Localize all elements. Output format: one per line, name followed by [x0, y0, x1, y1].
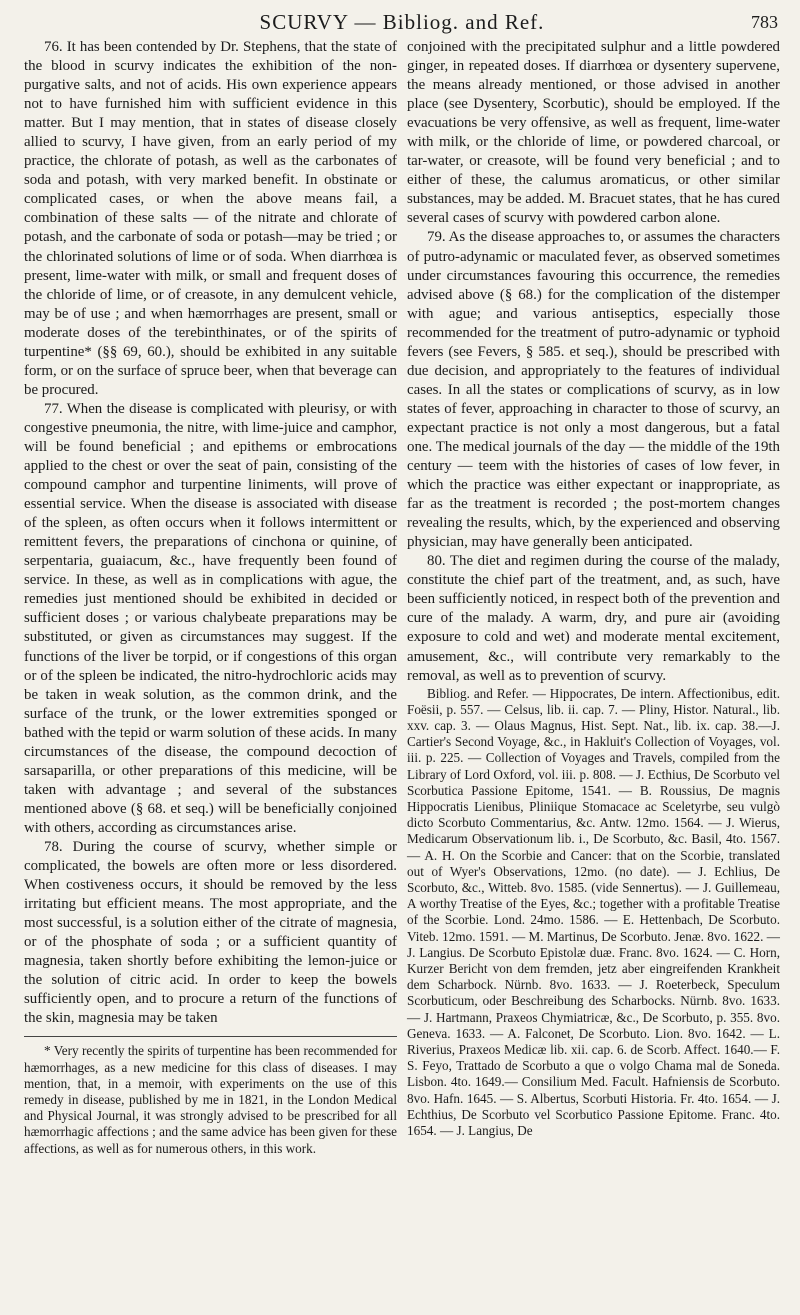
- paragraph-79: 79. As the disease approaches to, or assumes the characters of putro-adynamic or maculated fever, as observed sometimes under circumstances favouring this occurrence, the remedies advised above (§ 68.) for the complication of the distemper with ague; and various antiseptics, especially those recommended for the treatment of putro-adynamic or typhoid fevers (see Fevers, § 585. et seq.), should be prescribed with due decision, and appropriately to the features of individual cases. In all the states or complications of scurvy, as in low states of fever, approaching in character to those of scurvy, an expectant practice is not only a most dangerous, but a fatal one. The medical journals of the day — the middle of the 19th century — teem with the histories of cases of low fever, in which the practice was either expectant or inappropriate, as far as the treatment is recorded ; the post-mortem changes revealing the results, which, by the experienced and observing physician, may have generally been anticipated.: [407, 229, 780, 551]
- footnote-turpentine: * Very recently the spirits of turpentine has been recommended for hæmorrhages, as a new medicine for this class of diseases. I may mention, that, in a memoir, with experiments on the use of this remedy in disease, published by me in 1821, in the London Medical and Physical Journal, it was strongly advised to be prescribed for all hæmorrhagic affections ; and the same advice has been given for these affections, as well as for numerous others, in this work.: [24, 1043, 397, 1156]
- running-title: SCURVY — Bibliog. and Ref.: [259, 10, 545, 34]
- right-column: [407, 38, 780, 1157]
- paragraph-77: 77. When the disease is complicated with pleurisy, or with congestive pneumonia, the nitre, with lime-juice and camphor, will be found beneficial ; and epithems or embrocations applied to the chest or over the seat of pain, consisting of the compound camphor and turpentine liniments, will prove of essential service. When the disease is associated with disease of the spleen, as often occurs when it follows intermittent or remittent fevers, the preparations of cinchona or quinine, of serpentaria, guaiacum, &c., have frequently been found of service. In these, as well as in complications with ague, the remedies just mentioned should be exhibited in decided or sufficient doses ; or various chalybeate preparations may be substituted, or given as circumstances may suggest. If the functions of the liver be torpid, or if congestions of this organ or of the spleen be indicated, the nitro-hydrochloric acids may be taken in weak solution, as the common drink, and the surface of the trunk, or the lower extremities sponged or bathed with the tepid or warm solution of these acids. In many circumstances of the disease, the compound decoction of sarsaparilla, or other preparations of this medicine, will be taken with advantage ; and several of the substances mentioned above (§ 68. et seq.) will be beneficially conjoined with others, according as circumstances arise.: [24, 400, 397, 836]
- bibliography-references: Bibliog. and Refer. — Hippocrates, De intern. Affectionibus, edit. Foësii, p. 557. — Celsus, lib. ii. cap. 7. — Pliny, Histor. Natural., lib. xxv. cap. 3. — Olaus Magnus, Hist. Sept. Nat., lib. ix. cap. 38.—J. Cartier's Second Voyage, &c., in Hakluit's Collection of Voyages, vol. iii. p. 225. — Collection of Voyages and Travels, compiled from the Library of Lord Oxford, vol. iii. p. 808. — J. Ecthius, De Scorbuto vel Scorbutica Passione Epitome, 1541. — B. Roussius, De magnis Hippocratis Lienibus, Pliniique Stomacace ac Sceletyrbe, seu vulgò dicto Scorbuto Commentarius, &c. Antw. 12mo. 1564. — J. Wierus, Medicarum Observationum lib. i., De Scorbuto, &c. Basil, 4to. 1567. — A. H. On the Scorbie and Cancer: that on the Scorbie, translated out of Wyer's Observations, 12mo. (no date). — J. Echlius, De Scorbuto, &c., Witteb. 8vo. 1585. (vide Sennertus). — J. Guillemeau, A worthy Treatise of the Eyes, &c.; together with a profitable Treatise of the Scorbie. Lond. 24mo. 1586. — E. Hettenbach, De Scorbuto. Viteb. 12mo. 1591. — M. Martinus, De Scorbuto. Jenæ. 8vo. 1622. — J. Langius. De Scorbuto Epistolæ duæ. Franc. 8vo. 1624. — C. Horn, Kurzer Bericht von dem fremden, jetz aber eingreifenden Krankheit dem Scharbock. Nürnb. 8vo. 1633. — J. Roeterbeck, Speculum Scorbuticum, oder Beschreibung des Scharbocks. Nürnb. 8vo. 1633. — J. Hartmann, Praxeos Chymiatricæ, &c., De Scorbuto, p. 355. 8vo. Geneva. 1633. — A. Falconet, De Scorbuto. Lion. 8vo. 1642. — L. Riverius, Praxeos Medicæ lib. xii. cap. 6. de Scorb. Affect. 1640.— F. S. Feyo, Trattado de Scorbuto a que o volgo Chama mal de Soneda. Lisbon. 4to. 1649.— Consilium Med. Facult. Hafniensis de Scorbuto. 8vo. Hafn. 1645. — S. Albertus, Scorbuti Historia. Fr. 4to. 1654. — J. Echthius, De Scorbuto vel Scorbutico Passione Epitome. Franc. 4to. 1654. — J. Langius, De: [407, 685, 780, 1139]
- page-number: 783: [751, 12, 778, 32]
- paragraph-78-continued: conjoined with the precipitated sulphur and a little powdered ginger, in repeated doses. If diarrhœa or dysentery supervene, the means already mentioned, or those advised in another place (see Dysentery, Scorbutic), should be employed. If the evacuations be very offensive, as well as frequent, lime-water with milk, or the chloride of lime, or powdered charcoal, or tar-water, or creasote, will be found very beneficial ; and to either of these, the calumus aromaticus, or other similar substances, may be added. M. Bracuet states, that he has cured several cases of scurvy with powdered carbon alone.: [407, 39, 780, 227]
- paragraph-76: 76. It has been contended by Dr. Stephens, that the state of the blood in scurvy indicates the exhibition of the non-purgative salts, and not of acids. His own experience appears not to have furnished him with sufficient evidence in this matter. But I may mention, that in states of disease closely allied to scurvy, I have given, from an early period of my practice, the chlorate of potash, as well as the carbonates of soda and potash, with very marked benefit. In obstinate or complicated cases, or when the above means fail, a combination of these salts — of the nitrate and chlorate of potash, and the carbonate of soda or potash—may be tried ; or the chlorinated solutions of lime or of soda. When diarrhœa is present, lime-water with milk, or small and frequent doses of the chloride of lime, or of creasote, in any demulcent vehicle, may be of use ; and when hæmorrhages are present, small or moderate doses of the terebinthinates, or of the spirits of turpentine* (§§ 69, 60.), should be exhibited in any suitable form, or on the surface of spruce beer, when that beverage can be procured.: [24, 39, 397, 398]
- left-column: [24, 38, 397, 1157]
- two-column-body: [24, 38, 780, 1157]
- running-header: [24, 8, 780, 36]
- footnote-divider: [24, 1036, 397, 1037]
- paragraph-78: 78. During the course of scurvy, whether simple or complicated, the bowels are often more or less disordered. When costiveness occurs, it should be removed by the less irritating but efficient means. The most appropriate, and the most successful, is a solution either of the citrate of magnesia, or of the phosphate of soda ; or a sufficient quantity of magnesia, taken shortly before exhibiting the lemon-juice or the solution of citric acid. In order to keep the bowels sufficiently open, and to procure a return of the functions of the skin, magnesia may be taken: [24, 838, 397, 1027]
- paragraph-80: 80. The diet and regimen during the course of the malady, constitute the chief part of the treatment, and, as such, have been sufficiently noticed, in respect both of the prevention and cure of the malady. A warm, dry, and pure air (avoiding exposure to cold and wet) and moderate mental excitement, amusement, &c., will contribute very remarkably to the removal, as well as to prevention of scurvy.: [407, 553, 780, 684]
